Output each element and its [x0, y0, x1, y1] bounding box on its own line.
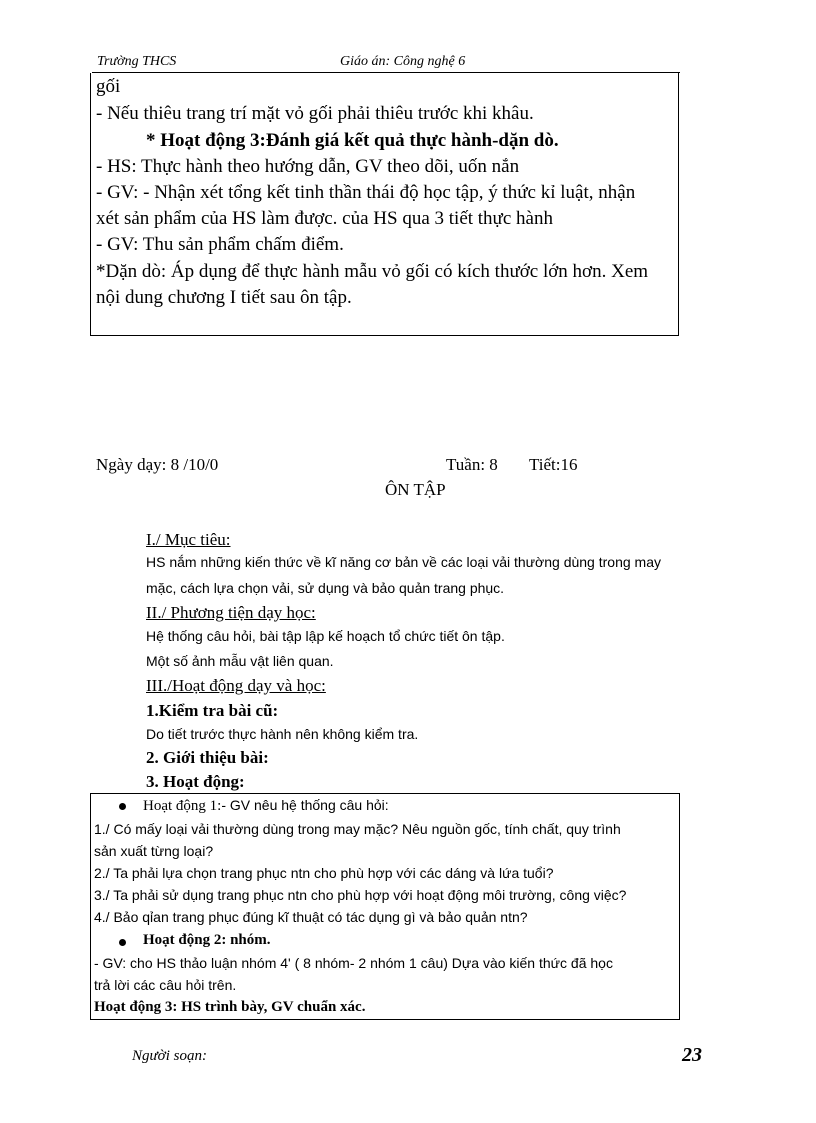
objectives-line-1: HS nắm những kiến thức về kĩ năng cơ bản về các loại vải thường dùng trong may: [146, 554, 661, 570]
activity-2-heading: Hoạt động 2: nhóm.: [143, 932, 271, 948]
lesson-period: Tiết:16: [529, 455, 578, 474]
subject-title: Giáo án: Công nghệ 6: [340, 54, 466, 69]
activity-2-line-1: - GV: cho HS thảo luận nhóm 4' ( 8 nhóm- 2 nhóm 1 câu) Dựa vào kiến thức đã học: [94, 955, 613, 971]
question-1b: sản xuất từng loại?: [94, 843, 214, 859]
question-2: 2./ Ta phải lựa chọn trang phục ntn cho phù hợp với các dáng và lứa tuổi?: [94, 865, 554, 881]
box1-line-1: gối: [96, 76, 121, 97]
activity-1-text: - GV nêu hệ thống câu hỏi:: [221, 797, 389, 813]
lesson-week: Tuần: 8: [446, 455, 498, 474]
box1-line-4: - HS: Thực hành theo hướng dẫn, GV theo dõi, uốn nắn: [96, 156, 520, 177]
review-heading: 1.Kiểm tra bài cũ:: [146, 701, 279, 720]
intro-heading: 2. Giới thiệu bài:: [146, 748, 269, 767]
box1-line-2: - Nếu thiêu trang trí mặt vỏ gối phải thiêu trước khi khâu.: [96, 103, 534, 124]
materials-line-1: Hệ thống câu hỏi, bài tập lập kế hoạch tổ chức tiết ôn tập.: [146, 628, 505, 644]
activity-heading: 3. Hoạt động:: [146, 772, 245, 791]
box1-line-7: - GV: Thu sản phẩm chấm điểm.: [96, 234, 344, 255]
objectives-heading: I./ Mục tiêu:: [146, 530, 231, 549]
author-label: Người soạn:: [132, 1048, 207, 1064]
lesson-title: ÔN TẬP: [385, 480, 446, 499]
box1-activity-heading: * Hoạt động 3:Đánh giá kết quả thực hành-dặn dò.: [146, 130, 559, 151]
box1-line-8: *Dặn dò: Áp dụng để thực hành mẫu vỏ gối có kích thước lớn hơn. Xem: [96, 261, 649, 282]
review-text: Do tiết trước thực hành nên không kiểm tra.: [146, 726, 419, 742]
box1-line-5: - GV: - Nhận xét tổng kết tinh thần thái độ học tập, ý thức kỉ luật, nhận: [96, 182, 636, 203]
question-4: 4./ Bảo qỉan trang phục đúng kĩ thuật có tác dụng gì và bảo quản ntn?: [94, 909, 528, 925]
activity-3-heading: Hoạt động 3: HS trình bày, GV chuẩn xác.: [94, 999, 366, 1015]
activity-1-line: [143, 797, 389, 815]
box1-line-6: xét sản phẩm của HS làm được. của HS qua 3 tiết thực hành: [96, 208, 553, 229]
bullet-icon: [119, 939, 126, 946]
bullet-icon: [119, 803, 126, 810]
materials-line-2: Một số ảnh mẫu vật liên quan.: [146, 653, 334, 669]
question-1a: 1./ Có mấy loại vải thường dùng trong may mặc? Nêu nguồn gốc, tính chất, quy trình: [94, 821, 621, 837]
activity-2-line-2: trả lời các câu hỏi trên.: [94, 977, 237, 993]
activity-1-label: Hoạt động 1:: [143, 798, 222, 814]
school-name: Trường THCS: [97, 54, 177, 69]
question-3: 3./ Ta phải sử dụng trang phục ntn cho phù hợp với hoạt động môi trường, công việc?: [94, 887, 627, 903]
objectives-line-2: mặc, cách lựa chọn vải, sử dụng và bảo quản trang phục.: [146, 580, 505, 596]
activities-heading: III./Hoạt động dạy và học:: [146, 676, 326, 695]
box1-line-9: nội dung chương I tiết sau ôn tập.: [96, 287, 352, 308]
lesson-date: Ngày dạy: 8 /10/0: [96, 455, 219, 474]
materials-heading: II./ Phương tiện dạy học:: [146, 603, 316, 622]
page-number: 23: [682, 1044, 702, 1066]
